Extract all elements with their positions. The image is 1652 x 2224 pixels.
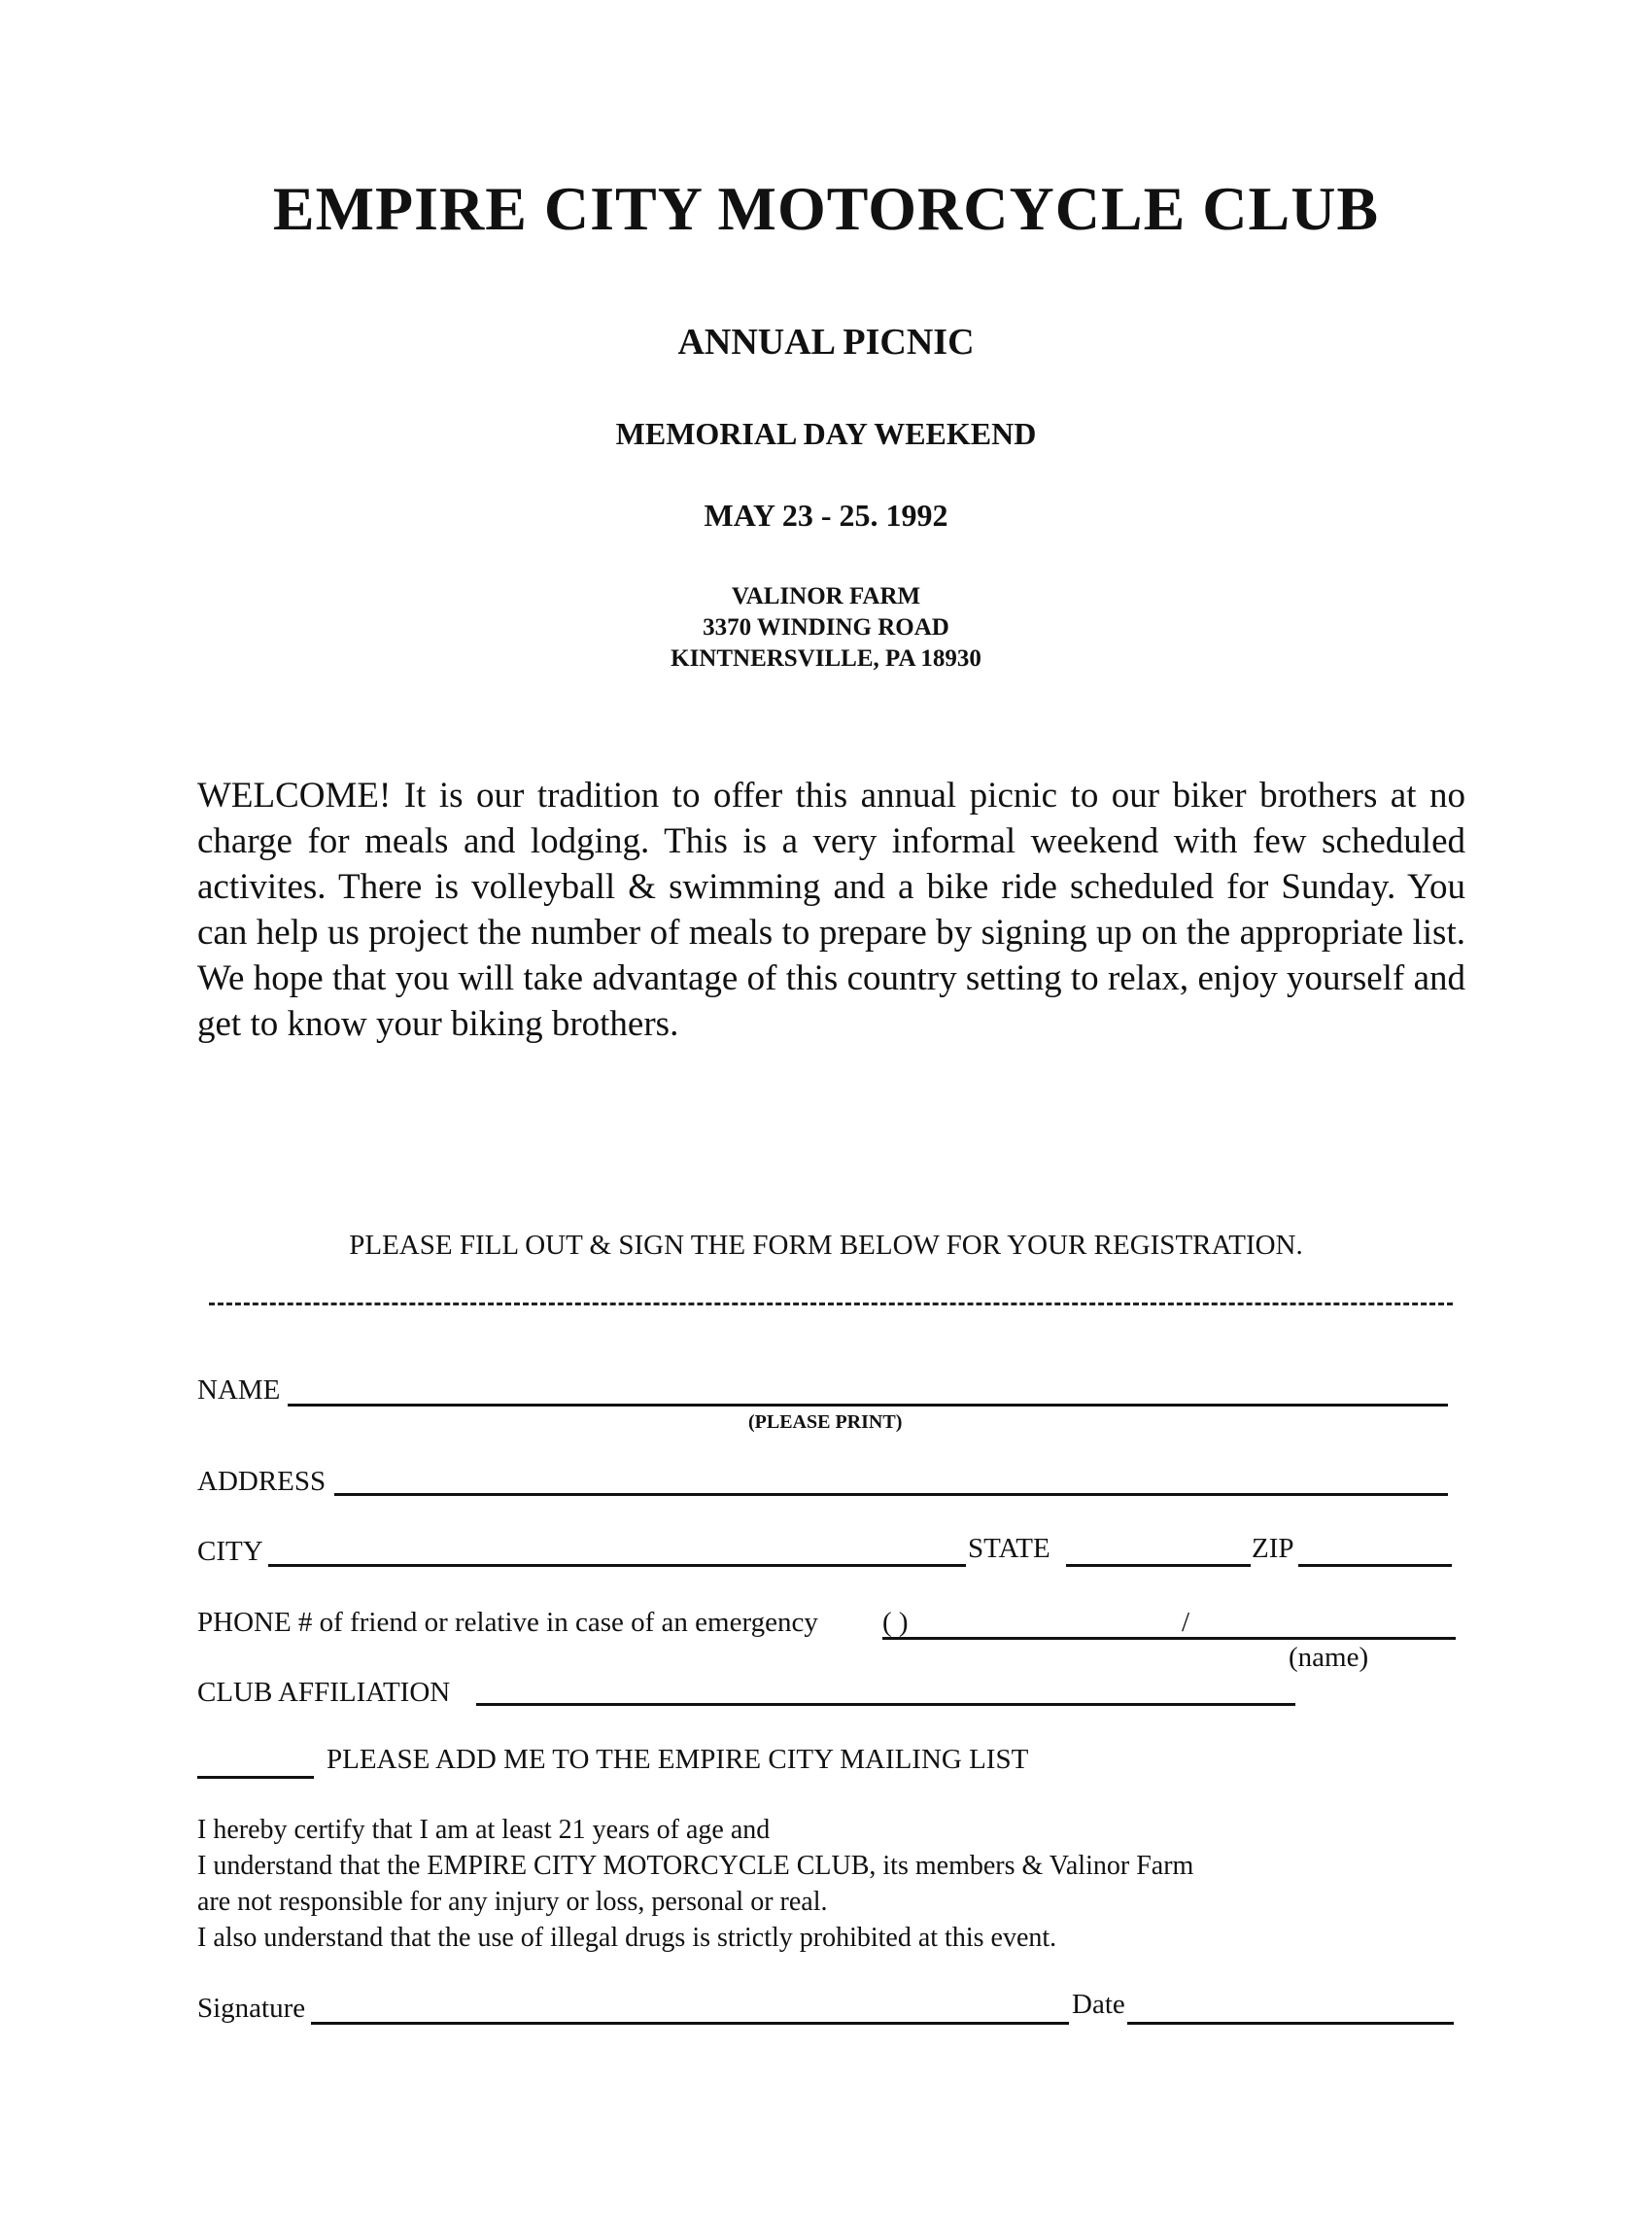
venue-street: 3370 WINDING ROAD [703, 614, 949, 641]
signature-field[interactable] [311, 2022, 1069, 2025]
phone-name-separator: / [1182, 1607, 1190, 1638]
certification-text [197, 1812, 1193, 1956]
city-field[interactable] [268, 1564, 966, 1567]
mailing-list-checkline[interactable] [197, 1776, 314, 1779]
date-label: Date [1072, 1989, 1125, 2020]
certification-line: I understand that the EMPIRE CITY MOTORCYCLE CLUB, its members & Valinor Farm [197, 1851, 1194, 1881]
city-label: CITY [197, 1536, 263, 1567]
address-field[interactable] [334, 1493, 1448, 1496]
date-field[interactable] [1127, 2022, 1454, 2025]
welcome-paragraph: WELCOME! It is our tradition to offer this annual picnic to our biker brothers at no charge for meals and lodging. This is a very informal weekend with few scheduled activites. There is volleyball & swimming and a bike ride scheduled for Sunday. You can help us project the number of meals to prepare by signing up on the appropriate list. We hope that you will take advantage of this country setting to relax, enjoy yourself and get to know your biking brothers. [197, 776, 1465, 1044]
club-title: EMPIRE CITY MOTORCYCLE CLUB [272, 174, 1380, 243]
venue-address [0, 581, 1652, 675]
certification-line: I hereby certify that I am at least 21 years of age and [197, 1815, 771, 1845]
club-affiliation-field[interactable] [476, 1703, 1295, 1706]
mailing-list-label: PLEASE ADD ME TO THE EMPIRE CITY MAILING LIST [327, 1744, 1029, 1775]
zip-field[interactable] [1298, 1564, 1452, 1567]
venue-city: KINTNERSVILLE, PA 18930 [671, 645, 981, 672]
name-label: NAME [197, 1374, 281, 1406]
state-label: STATE [968, 1533, 1050, 1564]
venue-name: VALINOR FARM [731, 583, 921, 609]
registration-instructions: PLEASE FILL OUT & SIGN THE FORM BELOW FOR YOUR REGISTRATION. [349, 1230, 1303, 1261]
zip-label: ZIP [1252, 1533, 1294, 1564]
event-name: ANNUAL PICNIC [677, 322, 975, 363]
name-field[interactable] [288, 1404, 1448, 1407]
address-label: ADDRESS [197, 1466, 327, 1497]
club-affiliation-label: CLUB AFFILIATION [197, 1677, 451, 1708]
phone-name-note: (name) [1289, 1642, 1369, 1673]
name-print-note: (PLEASE PRINT) [748, 1411, 903, 1433]
signature-label: Signature [197, 1993, 306, 2024]
certification-line: I also understand that the use of illegal drugs is strictly prohibited at this event. [197, 1923, 1057, 1953]
certification-line: are not responsible for any injury or loss, personal or real. [197, 1887, 828, 1917]
phone-area-code: ( ) [882, 1607, 909, 1638]
event-weekend: MEMORIAL DAY WEEKEND [615, 416, 1037, 451]
phone-field[interactable] [882, 1637, 1456, 1640]
state-field[interactable] [1066, 1564, 1251, 1567]
cut-line-divider [209, 1303, 1453, 1305]
event-dates: MAY 23 - 25. 1992 [704, 498, 948, 533]
phone-label: PHONE # of friend or relative in case of an emergency [197, 1607, 818, 1638]
